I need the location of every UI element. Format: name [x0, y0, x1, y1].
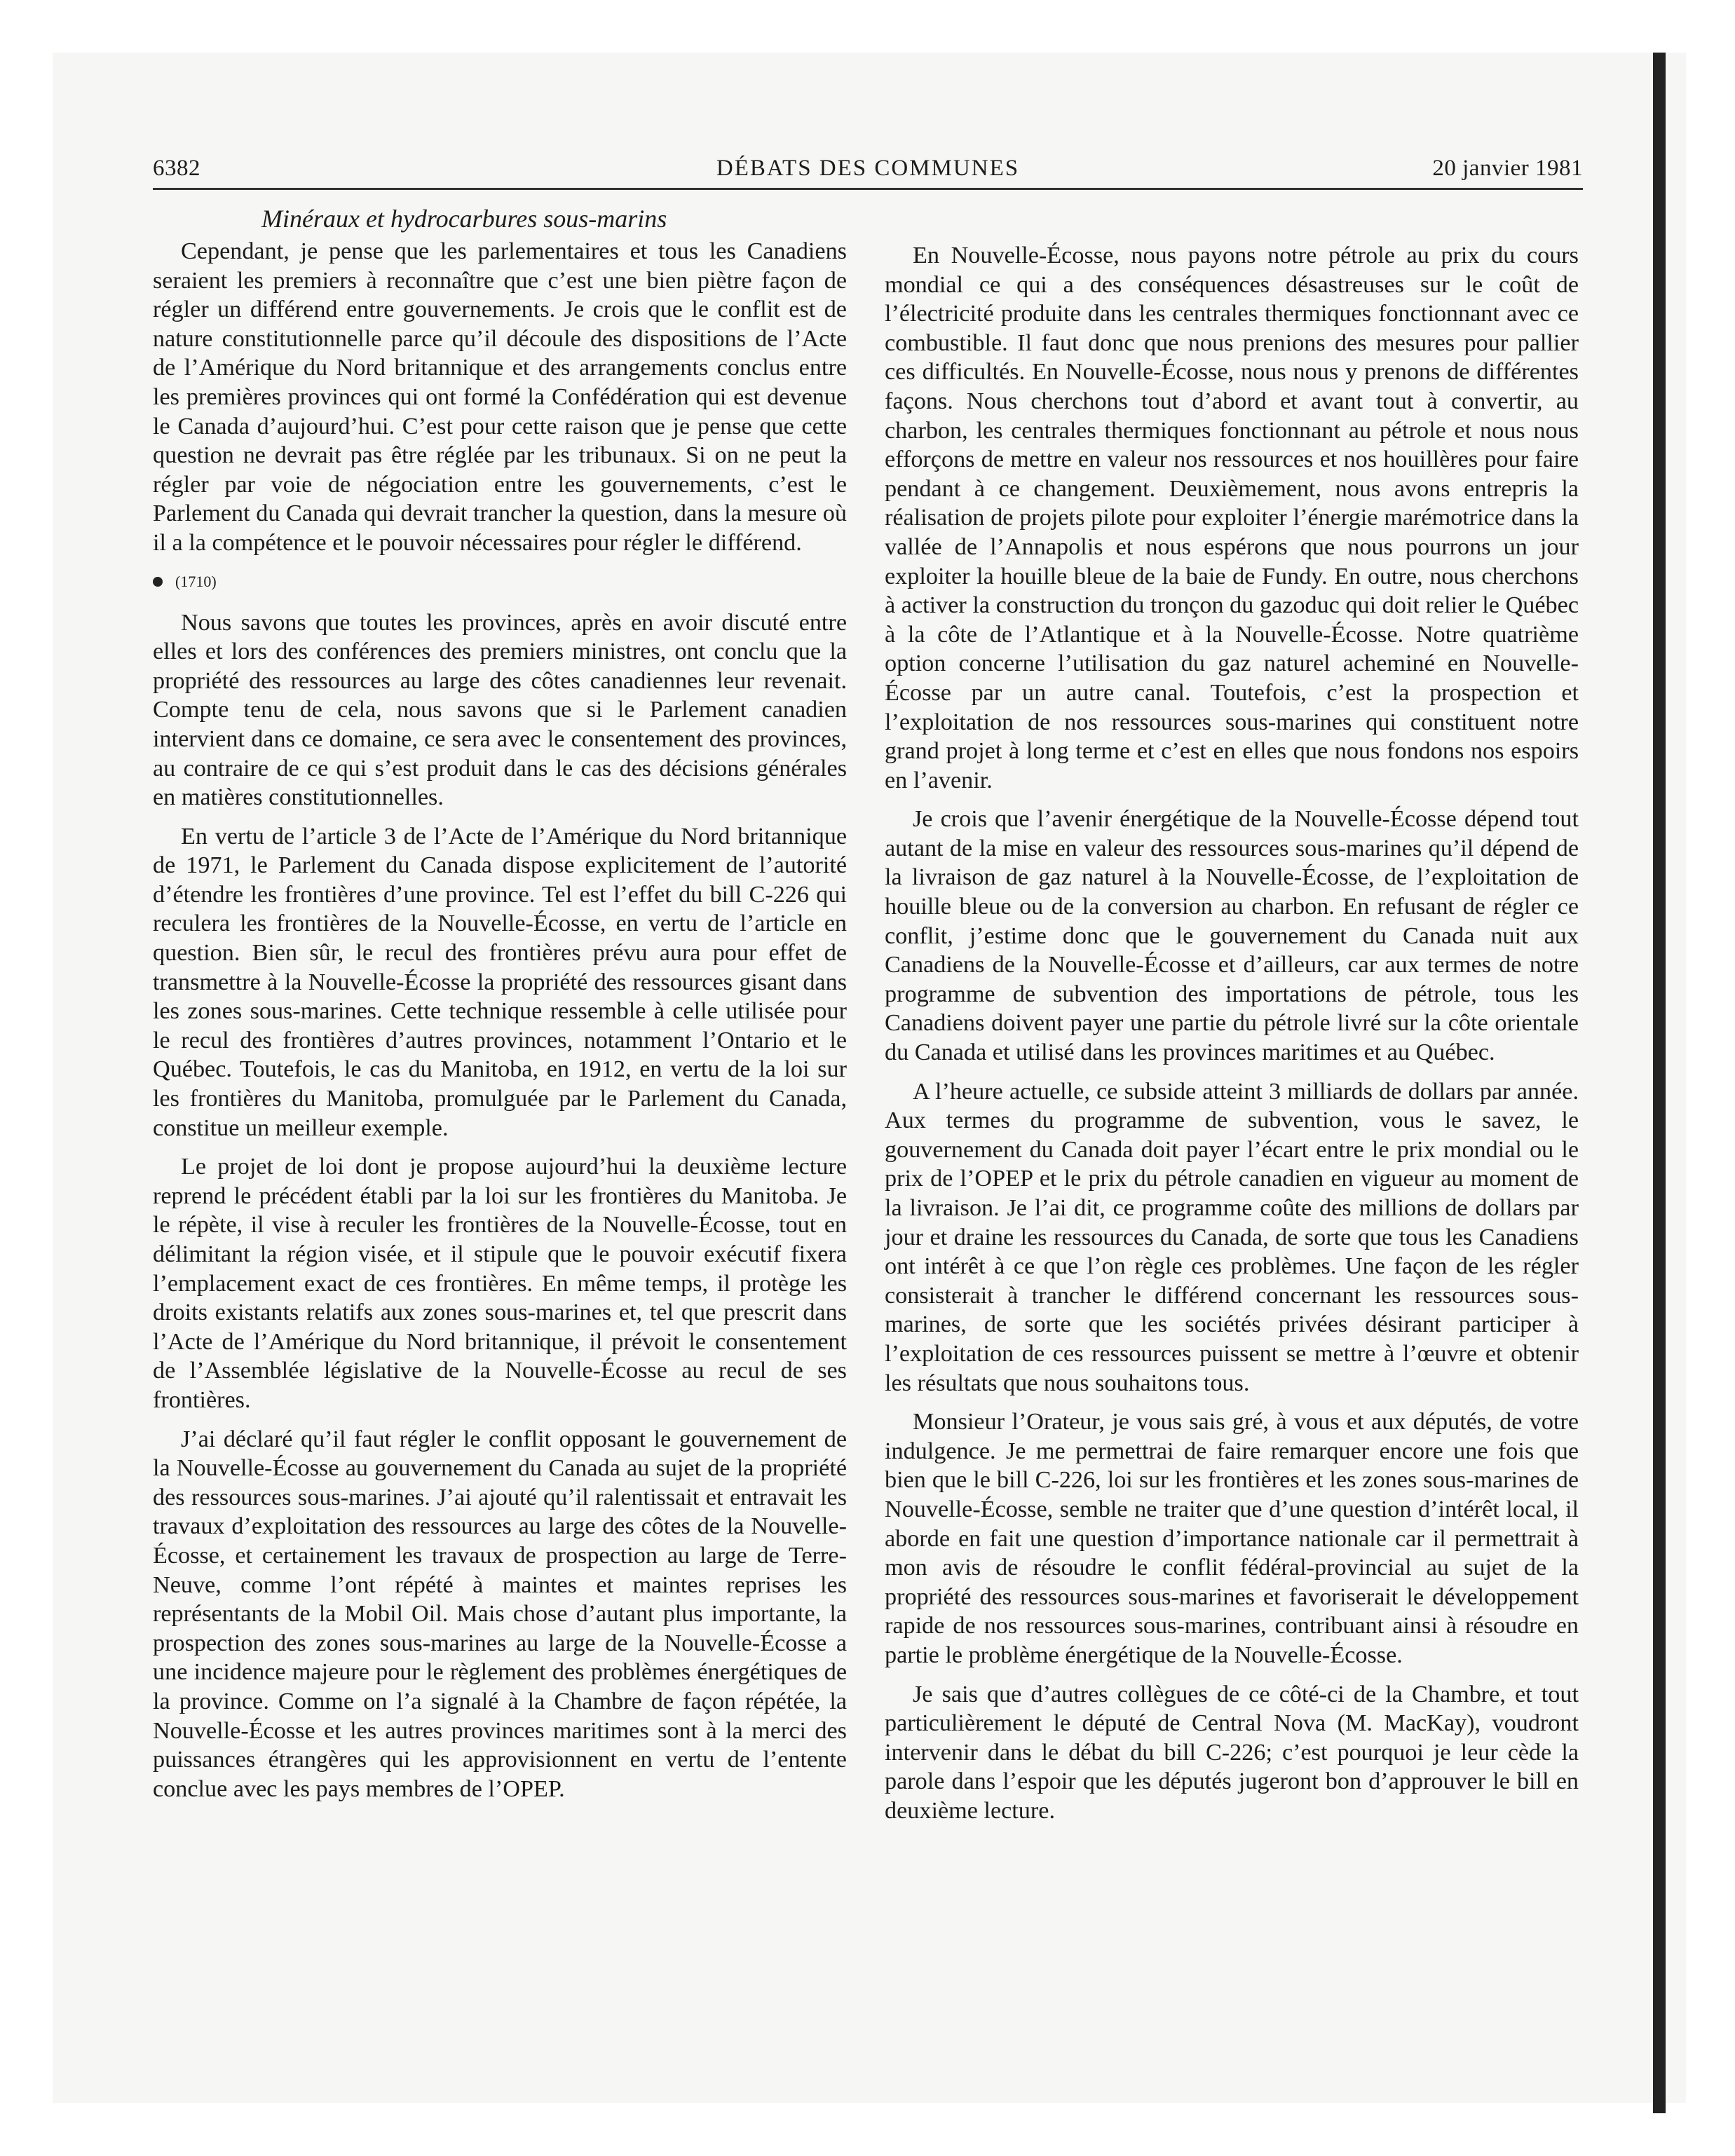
paragraph: Je sais que d’autres collègues de ce côté-ci de la Chambre, et tout particulièrement le député de Central Nova (M. MacKay), voudront intervenir dans le débat du bill C-226; c’est pourquoi je leur cède la parole dans l’espoir que les députés jugeront bon d’approuver le bill en deuxième lecture.	[885, 1681, 1579, 1824]
timecode: (1710)	[175, 572, 217, 590]
section-subtitle: Minéraux et hydrocarbures sous-marins	[261, 205, 667, 233]
publication-title: DÉBATS DES COMMUNES	[716, 156, 1020, 181]
paragraph: Le projet de loi dont je propose aujourd’hui la deuxième lecture reprend le précédent établi par la loi sur les frontières du Manitoba. Je le répète, il vise à reculer les frontières de la Nouvelle-Écosse, tout en délimitant la région visée, et il stipule que le pouvoir exécutif fixera l’emplacement exact de ces frontières. En même temps, il protège les droits existants relatifs aux zones sous-marines et, tel que prescrit dans l’Acte de l’Amérique du Nord britannique, il prévoit le consentement de l’Assemblée législative de la Nouvelle-Écosse au recul de ses frontières.	[153, 1154, 847, 1413]
paragraph: J’ai déclaré qu’il faut régler le conflit opposant le gouvernement de la Nouvelle-Écosse au gouvernement du Canada au sujet de la propriété des ressources sous-marines. J’ai ajouté qu’il ralentissait et entravait les travaux d’exploitation des ressources au large des côtes de la Nouvelle-Écosse, et certainement les travaux de prospection au large de Terre-Neuve, comme l’ont répété à maintes et maintes reprises les représentants de la Mobil Oil. Mais chose d’autant plus importante, la prospection des zones sous-marines au large de la Nouvelle-Écosse a une incidence majeure pour le règlement des problèmes énergétiques de la province. Comme on l’a signalé à la Chambre de façon répétée, la Nouvelle-Écosse et les autres provinces maritimes sont à la merci des puissances étrangères qui les approvisionnent en vertu de l’entente conclue avec les pays membres de l’OPEP.	[153, 1426, 847, 1802]
paragraph: Nous savons que toutes les provinces, après en avoir discuté entre elles et lors des conférences des premiers ministres, ont conclu que la propriété des ressources au large des côtes canadiennes leur revenait. Compte tenu de cela, nous savons que si le Parlement canadien intervient dans ce domaine, ce sera avec le consentement des provinces, au contraire de ce qui s’est produit dans le cas des décisions générales en matières constitutionnelles.	[153, 609, 847, 811]
paragraph: Je crois que l’avenir énergétique de la Nouvelle-Écosse dépend tout autant de la mise en valeur des ressources sous-marines qu’il dépend de la livraison de gaz naturel à la Nouvelle-Écosse, de l’exploitation de houille bleue ou de la conversion au charbon. En refusant de régler ce conflit, j’estime donc que le gouvernement du Canada nuit aux Canadiens de la Nouvelle-Écosse et d’ailleurs, car aux termes de notre programme de subvention des importations de pétrole, tous les Canadiens doivent payer une partie du pétrole livré sur la côte orientale du Canada et utilisé dans les provinces maritimes et au Québec.	[885, 806, 1579, 1066]
header-rule	[153, 188, 1583, 190]
running-header	[153, 156, 1583, 189]
left-column	[153, 203, 847, 1813]
paragraph: En vertu de l’article 3 de l’Acte de l’Amérique du Nord britannique de 1971, le Parlement du Canada dispose explicitement de l’autorité d’étendre les frontières d’une province. Tel est l’effet du bill C-226 qui reculera les frontières de la Nouvelle-Écosse, en vertu de l’article en question. Bien sûr, le recul des frontières prévu aura pour effet de transmettre à la Nouvelle-Écosse la propriété des ressources gisant dans les zones sous-marines. Cette technique ressemble à celle utilisée pour le recul des frontières d’autres provinces, notamment l’Ontario et le Québec. Toutefois, le cas du Manitoba, en 1912, en vertu de la loi sur les frontières du Manitoba, promulguée par le Parlement du Canada, constitue un meilleur exemple.	[153, 823, 847, 1141]
paragraph: En Nouvelle-Écosse, nous payons notre pétrole au prix du cours mondial ce qui a des conséquences désastreuses sur le coût de l’électricité produite dans les centrales thermiques fonctionnant avec ce combustible. Il faut donc que nous prenions des mesures pour pallier ces difficultés. En Nouvelle-Écosse, nous nous y prenons de différentes façons. Nous cherchons tout d’abord et avant tout à convertir, au charbon, les centrales thermiques fonctionnant au pétrole et nous nous efforçons de mettre en valeur nos ressources et nos houillères pour faire pendant à ce changement. Deuxièmement, nous avons entrepris la réalisation de projets pilote pour exploiter l’énergie marémotrice dans la vallée de l’Annapolis et nous espérons que nous pourrons un jour exploiter la houille bleue de la baie de Fundy. En outre, nous cherchons à activer la construction du tronçon du gazoduc qui doit relier le Québec à la côte de l’Atlantique et à la Nouvelle-Écosse. Notre quatrième option concerne l’utilisation du gaz naturel acheminé en Nouvelle-Écosse par un autre canal. Toutefois, c’est la prospection et l’exploitation de nos ressources sous-marines qui constituent notre grand projet à long terme et c’est en elles que nous fondons nos espoirs en l’avenir.	[885, 243, 1579, 793]
bullet-icon	[153, 577, 163, 587]
paragraph: A l’heure actuelle, ce subside atteint 3 milliards de dollars par année. Aux termes du programme de subvention, vous le savez, le gouvernement du Canada doit payer l’écart entre le prix mondial ou le prix de l’OPEP et le prix du pétrole canadien en vigueur au moment de la livraison. Je l’ai dit, ce programme coûte des millions de dollars par jour et draine les ressources du Canada, de sorte que tous les Canadiens ont intérêt à ce que l’on règle ces problèmes. Une façon de les régler consisterait à trancher le différend concernant les ressources sous-marines, de sorte que les sociétés privées désirant participer à l’exploitation de ces ressources puissent se mettre à l’œuvre et obtenir les résultats que nous souhaitons tous.	[885, 1078, 1579, 1396]
timecode-marker	[153, 568, 847, 596]
paragraph: Cependant, je pense que les parlementaires et tous les Canadiens seraient les premiers à reconnaître que c’est une bien piètre façon de régler un différend entre gouvernements. Je crois que le conflit est de nature constitutionnelle parce qu’il découle des dispositions de l’Acte de l’Amérique du Nord britannique et des arrangements conclus entre les premières provinces qui ont formé la Confédération qui est devenue le Canada d’aujourd’hui. C’est pour cette raison que je pense que cette question ne devrait pas être réglée par les tribunaux. Si on ne peut la régler par voie de négociation entre les gouvernements, c’est le Parlement du Canada qui devrait trancher la question, dans la mesure où il a la compétence et le pouvoir nécessaires pour régler le différend.	[153, 238, 847, 556]
page-number: 6382	[153, 156, 200, 181]
publication-date: 20 janvier 1981	[1432, 156, 1583, 181]
paragraph: Monsieur l’Orateur, je vous sais gré, à vous et aux députés, de votre indulgence. Je me permettrai de faire remarquer encore une fois que bien que le bill C-226, loi sur les frontières et les zones sous-marines de Nouvelle-Écosse, semble ne traiter que d’une question d’intérêt local, il aborde en fait une question d’importance nationale car il permettrait à mon avis de résoudre le conflit fédéral-provincial au sujet de la propriété des ressources sous-marines et favoriserait le développement rapide de nos ressources sous-marines, contribuant ainsi à résoudre en partie le problème énergétique de la Nouvelle-Écosse.	[885, 1409, 1579, 1668]
page-edge-shadow	[1653, 53, 1666, 2113]
right-column	[885, 241, 1579, 1835]
